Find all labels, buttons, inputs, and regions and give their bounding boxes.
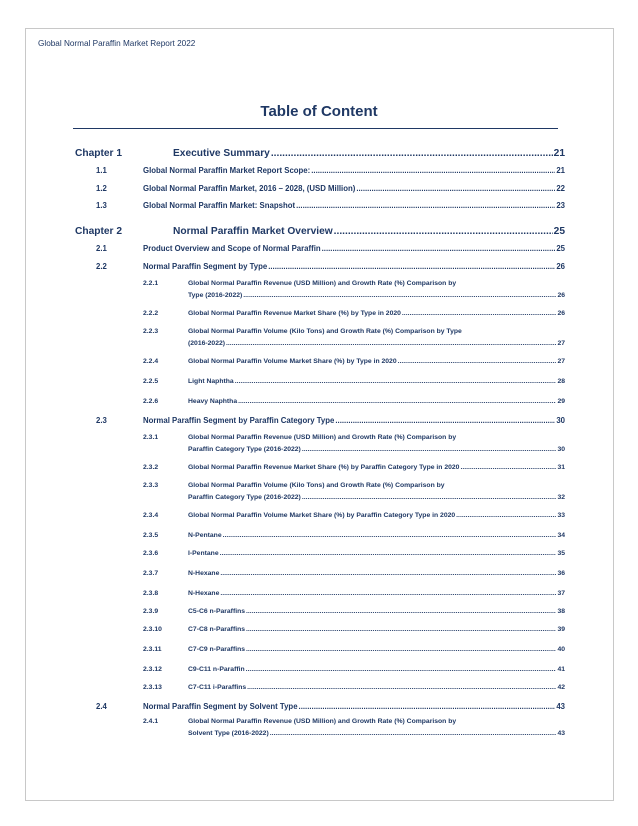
- toc-entry-title: C7-C9 n-Paraffins: [188, 646, 246, 653]
- toc-entry-title: Global Normal Paraffin Volume Market Share (%) by Type in 2020: [188, 358, 397, 365]
- toc-entry-number: 2.2: [96, 262, 107, 271]
- dot-leader: [238, 398, 556, 405]
- toc-entry-line: [143, 244, 565, 253]
- toc-entry-number: 2.3.10: [143, 626, 162, 633]
- toc-entry-page: 35: [557, 550, 565, 557]
- toc-entry-number: 2.3.7: [143, 570, 159, 577]
- toc-entry-page: 29: [557, 398, 565, 405]
- dot-leader: [223, 532, 557, 539]
- dot-leader: [334, 226, 553, 237]
- dot-leader: [302, 446, 557, 453]
- dot-leader: [243, 292, 556, 299]
- toc-entry-number: Chapter 2: [75, 226, 122, 237]
- toc-entry-title: Global Normal Paraffin Volume Market Share (%) by Paraffin Category Type in 2020: [188, 512, 456, 519]
- toc-entry-page: 26: [556, 262, 565, 271]
- dot-leader: [220, 590, 556, 597]
- toc-entry-line: [143, 262, 565, 271]
- toc-entry-title-first-line: Global Normal Paraffin Volume (Kilo Tons) and Growth Rate (%) Comparison by Type: [188, 328, 462, 335]
- toc-entry-number: 2.4: [96, 702, 107, 711]
- toc-entry-line: [188, 646, 565, 653]
- toc-entry-page: 25: [553, 226, 565, 237]
- toc-entry-title: N-Hexane: [188, 590, 220, 597]
- toc-entry-page: 43: [556, 702, 565, 711]
- toc-entry-number: 2.2.2: [143, 310, 159, 317]
- toc-entry-number: 2.3.5: [143, 532, 159, 539]
- toc-entry-line: [188, 464, 565, 471]
- toc-entry-line: [188, 590, 565, 597]
- dot-leader: [302, 494, 557, 501]
- toc-entry-title: I-Pentane: [188, 550, 219, 557]
- toc-entry-number: 1.1: [96, 166, 107, 175]
- toc-entry-number: 2.3.12: [143, 666, 162, 673]
- toc-entry-number: 1.2: [96, 184, 107, 193]
- toc-entry-number: 2.3.11: [143, 646, 162, 653]
- toc-entry-title: Global Normal Paraffin Revenue Market Share (%) by Type in 2020: [188, 310, 401, 317]
- dot-leader: [226, 340, 556, 347]
- toc-entry-line: [188, 512, 565, 519]
- toc-entry-number: 2.3.3: [143, 482, 159, 489]
- toc-entry-title: Light Naphtha: [188, 378, 234, 385]
- toc-entry-page: 21: [553, 148, 565, 159]
- toc-entry-page: 39: [557, 626, 565, 633]
- toc-entry-number: 2.3.9: [143, 608, 159, 615]
- toc-entry-page: 31: [557, 464, 565, 471]
- toc-entry-number: 2.3.2: [143, 464, 159, 471]
- toc-entry-line: [173, 148, 565, 159]
- toc-entry-page: 40: [557, 646, 565, 653]
- toc-entry-number: 2.2.5: [143, 378, 159, 385]
- toc-entry-title: Paraffin Category Type (2016-2022): [188, 494, 301, 501]
- toc-entry-page: 28: [557, 378, 565, 385]
- toc-entry-title: Normal Paraffin Segment by Type: [143, 262, 268, 271]
- toc-entry-number: 2.3.8: [143, 590, 159, 597]
- toc-entry-title: N-Hexane: [188, 570, 220, 577]
- toc-title: Table of Content: [260, 103, 378, 120]
- dot-leader: [398, 358, 557, 365]
- toc-entry-line: [188, 730, 565, 737]
- toc-entry-page: 21: [556, 166, 565, 175]
- toc-entry-line: [188, 494, 565, 501]
- toc-entry-page: 37: [557, 590, 565, 597]
- toc-entry-number: 2.2.1: [143, 280, 159, 287]
- toc-entry-page: 27: [557, 358, 565, 365]
- toc-entry-page: 33: [557, 512, 565, 519]
- toc-entry-title-first-line: Global Normal Paraffin Revenue (USD Million) and Growth Rate (%) Comparison by: [188, 718, 457, 725]
- toc-entry-line: [188, 446, 565, 453]
- toc-entry-line: [143, 166, 565, 175]
- running-header: Global Normal Paraffin Market Report 2022: [38, 39, 196, 48]
- toc-entry-number: 2.3: [96, 416, 107, 425]
- toc-entry-line: [143, 702, 565, 711]
- toc-entry-title: Global Normal Paraffin Market Report Scope:: [143, 166, 311, 175]
- toc-entry-page: 30: [557, 446, 565, 453]
- toc-entry-page: 38: [557, 608, 565, 615]
- dot-leader: [246, 666, 557, 673]
- toc-entry-line: [188, 532, 565, 539]
- toc-entry-page: 43: [557, 730, 565, 737]
- toc-entry-line: [188, 608, 565, 615]
- toc-entry-title: Type (2016-2022): [188, 292, 243, 299]
- toc-entry-title: C7-C8 n-Paraffins: [188, 626, 246, 633]
- toc-entry-line: [143, 416, 565, 425]
- toc-entry-line: [188, 550, 565, 557]
- toc-entry-page: 22: [556, 184, 565, 193]
- dot-leader: [246, 646, 556, 653]
- toc-entry-page: 26: [557, 292, 565, 299]
- toc-entry-title: Global Normal Paraffin Market, 2016 – 2028, (USD Million): [143, 184, 356, 193]
- toc-entry-title-first-line: Global Normal Paraffin Revenue (USD Million) and Growth Rate (%) Comparison by: [188, 280, 457, 287]
- toc-entry-title: Global Normal Paraffin Market: Snapshot: [143, 201, 296, 210]
- dot-leader: [271, 148, 553, 159]
- toc-entry-title: Executive Summary: [173, 148, 270, 159]
- toc-entry-number: 2.3.4: [143, 512, 159, 519]
- dot-leader: [311, 166, 555, 175]
- toc-entry-page: 25: [556, 244, 565, 253]
- toc-entry-line: [173, 226, 565, 237]
- toc-entry-title: N-Pentane: [188, 532, 222, 539]
- toc-entry-number: 2.3.6: [143, 550, 159, 557]
- toc-entry-number: Chapter 1: [75, 148, 122, 159]
- toc-entry-page: 27: [557, 340, 565, 347]
- toc-entry-title: (2016-2022): [188, 340, 226, 347]
- dot-leader: [268, 262, 555, 271]
- toc-entry-line: [188, 378, 565, 385]
- dot-leader: [220, 550, 557, 557]
- toc-entry-page: 34: [557, 532, 565, 539]
- toc-entry-number: 2.2.3: [143, 328, 159, 335]
- dot-leader: [235, 378, 557, 385]
- dot-leader: [402, 310, 557, 317]
- dot-leader: [322, 244, 556, 253]
- toc-entry-line: [188, 358, 565, 365]
- dot-leader: [246, 626, 556, 633]
- toc-entry-number: 1.3: [96, 201, 107, 210]
- toc-entry-title: C7-C11 i-Paraffins: [188, 684, 247, 691]
- dot-leader: [356, 184, 555, 193]
- toc-entry-title: C5-C6 n-Paraffins: [188, 608, 246, 615]
- dot-leader: [296, 201, 555, 210]
- toc-entry-number: 2.2.4: [143, 358, 159, 365]
- toc-entry-title: Normal Paraffin Market Overview: [173, 226, 333, 237]
- toc-entry-title: C9-C11 n-Paraffin: [188, 666, 245, 673]
- toc-entry-number: 2.4.1: [143, 718, 159, 725]
- toc-entry-page: 32: [557, 494, 565, 501]
- toc-entry-title: Product Overview and Scope of Normal Paraffin: [143, 244, 321, 253]
- toc-entry-line: [188, 684, 565, 691]
- toc-entry-number: 2.3.1: [143, 434, 159, 441]
- dot-leader: [246, 608, 556, 615]
- toc-entry-number: 2.3.13: [143, 684, 162, 691]
- toc-entry-title: Paraffin Category Type (2016-2022): [188, 446, 301, 453]
- toc-entry-line: [188, 570, 565, 577]
- toc-entry-line: [143, 201, 565, 210]
- toc-entry-number: 2.1: [96, 244, 107, 253]
- toc-entry-title: Normal Paraffin Segment by Paraffin Category Type: [143, 416, 335, 425]
- toc-entry-title: Global Normal Paraffin Revenue Market Share (%) by Paraffin Category Type in 2020: [188, 464, 460, 471]
- dot-leader: [299, 702, 556, 711]
- toc-entry-page: 42: [557, 684, 565, 691]
- toc-entry-title-first-line: Global Normal Paraffin Revenue (USD Million) and Growth Rate (%) Comparison by: [188, 434, 457, 441]
- toc-entry-page: 41: [557, 666, 565, 673]
- toc-entry-line: [188, 666, 565, 673]
- dot-leader: [460, 464, 556, 471]
- dot-leader: [270, 730, 557, 737]
- toc-entry-page: 36: [557, 570, 565, 577]
- toc-entry-title: Normal Paraffin Segment by Solvent Type: [143, 702, 298, 711]
- toc-entry-line: [143, 184, 565, 193]
- toc-entry-page: 23: [556, 201, 565, 210]
- toc-entry-line: [188, 398, 565, 405]
- toc-entry-line: [188, 292, 565, 299]
- dot-leader: [247, 684, 556, 691]
- toc-entry-title: Heavy Naphtha: [188, 398, 238, 405]
- toc-entry-title: Solvent Type (2016-2022): [188, 730, 269, 737]
- dot-leader: [456, 512, 556, 519]
- toc-entry-line: [188, 626, 565, 633]
- toc-entry-number: 2.2.6: [143, 398, 159, 405]
- dot-leader: [220, 570, 556, 577]
- toc-entry-line: [188, 310, 565, 317]
- toc-entry-title-first-line: Global Normal Paraffin Volume (Kilo Tons) and Growth Rate (%) Comparison by: [188, 482, 445, 489]
- toc-entry-page: 26: [557, 310, 565, 317]
- dot-leader: [335, 416, 555, 425]
- toc-entry-line: [188, 340, 565, 347]
- toc-entry-page: 30: [556, 416, 565, 425]
